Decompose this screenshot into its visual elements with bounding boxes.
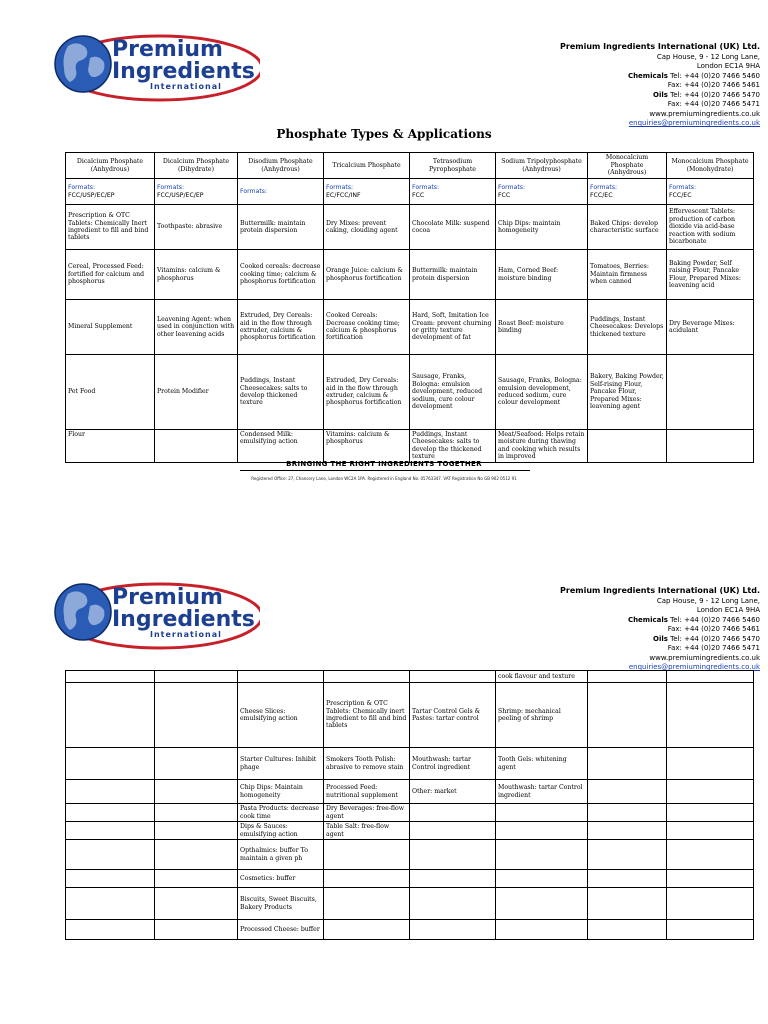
table-cell: Chocolate Milk: suspend cocoa [410, 205, 496, 250]
table-cell [324, 671, 410, 683]
logo-text-international: International [150, 82, 222, 91]
column-subtitle: (Anhydrous) [607, 169, 647, 177]
table-cell [496, 888, 588, 920]
formats-value: FCC/USP/EC/EP [157, 191, 204, 199]
formats-value: FCC [498, 191, 511, 199]
table-row [66, 870, 754, 888]
table-cell [324, 870, 410, 888]
table-cell [155, 920, 238, 940]
table-cell: Toothpaste: abrasive [155, 205, 238, 250]
table-cell: Flour [66, 430, 155, 463]
table-cell [66, 683, 155, 748]
table-cell [667, 822, 754, 840]
table-cell [588, 683, 667, 748]
table-cell [155, 671, 238, 683]
column-header [66, 153, 155, 179]
table-row [66, 250, 754, 300]
table-cell [155, 888, 238, 920]
table-cell [496, 804, 588, 822]
formats-row [66, 179, 754, 205]
email-link[interactable]: enquiries@premiumingredients.co.uk [628, 663, 760, 671]
table-cell: Pet Food [66, 355, 155, 430]
table-cell: Dry Beverage Mixes: acidulant [667, 300, 754, 355]
table-cell: Cereal, Processed Feed: fortified for calcium and phosphorus [66, 250, 155, 300]
column-subtitle: (Anhydrous) [90, 165, 130, 173]
table-cell [496, 822, 588, 840]
chemicals-fax: Fax: +44 (0)20 7466 5461 [667, 81, 760, 89]
table-cell [66, 822, 155, 840]
company-logo [50, 28, 260, 103]
slogan: BRINGING THE RIGHT INGREDIENTS TOGETHER [286, 460, 482, 468]
oils-tel: Oils Tel: +44 (0)20 7466 5470 [653, 634, 760, 643]
table-cell [324, 920, 410, 940]
table-cell [588, 840, 667, 870]
formats-cell [66, 179, 155, 205]
address-line-1: Cap House, 9 - 12 Long Lane, [656, 596, 760, 605]
registered-office-note: Registered Office: 27, Chancery Lane, London WC2A 1PA. Registered in England No. 05763347. VAT Registration No GB 902 0512 91 [251, 476, 517, 481]
table-cell [155, 840, 238, 870]
chemicals-fax: Fax: +44 (0)20 7466 5461 [667, 625, 760, 633]
table-cell: Vitamins: calcium & phosphorus [155, 250, 238, 300]
table-cell: Starter Cultures: Inhibit phage [238, 748, 324, 780]
globe-logo-icon [50, 576, 260, 651]
website-link[interactable]: www.premiumingredients.co.uk [649, 653, 760, 662]
chemicals-tel: Chemicals Tel: +44 (0)20 7466 5460 [627, 615, 760, 624]
table-cell [588, 780, 667, 804]
table-cell [66, 920, 155, 940]
table-cell [667, 671, 754, 683]
chemicals-label: Chemicals [627, 615, 668, 624]
column-subtitle: (Dihydrate) [177, 165, 214, 173]
table-cell [238, 671, 324, 683]
table-cell [588, 748, 667, 780]
table-cell [496, 920, 588, 940]
table-cell [66, 804, 155, 822]
column-subtitle: (Anhydrous) [261, 165, 300, 173]
table-cell: Puddings, Instant Cheesecakes: Develops thickened texture [588, 300, 667, 355]
column-header [155, 153, 238, 179]
table-cell [324, 888, 410, 920]
formats-value: EC/FCC/INF [326, 191, 361, 199]
table-row [66, 683, 754, 748]
logo-text-premium: Premium [112, 37, 223, 62]
table-row [66, 804, 754, 822]
table-cell: Other: market [410, 780, 496, 804]
table-cell: Buttermilk: maintain protein dispersion [238, 205, 324, 250]
table-cell [66, 840, 155, 870]
table-cell [588, 870, 667, 888]
table-cell [155, 780, 238, 804]
table-cell: Hard, Soft, Imitation Ice Cream: prevent churning or gritty texture development of fat [410, 300, 496, 355]
company-contact-block [500, 586, 760, 673]
document-page-2 [0, 560, 768, 1024]
table-cell [667, 780, 754, 804]
table-cell [155, 430, 238, 463]
table-row [66, 822, 754, 840]
column-name: Tetrasodium Pyrophosphate [429, 158, 476, 173]
table-cell: Extruded, Dry Cereals: aid in the flow through extruder, calcium & phosphorus fortification [324, 355, 410, 430]
table-cell [66, 888, 155, 920]
table-cell: Effervescent Tablets: production of carbon dioxide via acid-base reaction with sodium bicarbonate [667, 205, 754, 250]
table-cell [667, 920, 754, 940]
company-name: Premium Ingredients International (UK) Ltd. [560, 42, 760, 51]
logo-text-ingredients: Ingredients [112, 59, 255, 84]
table-cell [667, 748, 754, 780]
formats-cell [410, 179, 496, 205]
formats-cell [667, 179, 754, 205]
column-header [324, 153, 410, 179]
table-cell [410, 920, 496, 940]
table-cell: Processed Feed: nutritional supplement [324, 780, 410, 804]
table-cell: Ham, Corned Beef: moisture binding [496, 250, 588, 300]
logo-text-premium: Premium [112, 585, 223, 610]
formats-label: Formats: [590, 184, 618, 192]
company-name: Premium Ingredients International (UK) Ltd. [560, 586, 760, 595]
table-row [66, 430, 754, 463]
logo-text-international: International [150, 630, 222, 639]
formats-cell [324, 179, 410, 205]
table-cell [588, 822, 667, 840]
table-cell: Cheese Slices: emulsifying action [238, 683, 324, 748]
column-header [238, 153, 324, 179]
column-header [588, 153, 667, 179]
table-cell [410, 671, 496, 683]
table-cell: Opthalmics: buffer To maintain a given ph [238, 840, 324, 870]
table-cell: Chip Dips: Maintain homogeneity [238, 780, 324, 804]
table-cell: Buttermilk: maintain protein dispersion [410, 250, 496, 300]
formats-label: Formats: [412, 184, 440, 192]
table-cell: Processed Cheese: buffer [238, 920, 324, 940]
table-cell [155, 804, 238, 822]
table-cell: Table Salt: free-flow agent [324, 822, 410, 840]
table-cell [667, 430, 754, 463]
formats-label: Formats: [326, 184, 354, 192]
column-name: Disodium Phosphate [248, 158, 313, 166]
table-cell [155, 870, 238, 888]
table-cell: Mouthwash: tartar Control ingredient [410, 748, 496, 780]
table-cell [588, 888, 667, 920]
formats-cell [238, 179, 324, 205]
formats-label: Formats: [498, 184, 526, 192]
slogan-divider [240, 470, 530, 471]
formats-label: Formats: [669, 184, 697, 192]
header-row [66, 153, 754, 179]
logo-text-ingredients: Ingredients [112, 607, 255, 632]
table-cell: Prescription & OTC Tablets: Chemically Inert ingredient to fill and bind tablets [66, 205, 155, 250]
table-row [66, 888, 754, 920]
table-row [66, 355, 754, 430]
table-cell [588, 920, 667, 940]
table-cell: Vitamins: calcium & phosphorus [324, 430, 410, 463]
table-cell: Mineral Supplement [66, 300, 155, 355]
table-cell: Dry Beverages: free-flow agent [324, 804, 410, 822]
table-cell: Cooked Cereals: Decrease cooking time; calcium & phosphorus fortification [324, 300, 410, 355]
table-cell: Pasta Products: decrease cook time [238, 804, 324, 822]
formats-value: FCC/USP/EC/EP [68, 191, 115, 199]
column-name: Dicalcium Phosphate [162, 158, 230, 166]
company-contact-block [500, 42, 760, 129]
email-link[interactable]: enquiries@premiumingredients.co.uk [628, 119, 760, 127]
table-row [66, 840, 754, 870]
table-cell: Puddings, Instant Cheesecakes: salts to develop thickened texture [238, 355, 324, 430]
table-cell [155, 822, 238, 840]
column-header [496, 153, 588, 179]
table-cell [155, 683, 238, 748]
website-link[interactable]: www.premiumingredients.co.uk [649, 109, 760, 118]
table-cell [667, 804, 754, 822]
table-cell [66, 748, 155, 780]
formats-value: FCC/EC [590, 191, 613, 199]
chemicals-tel: Chemicals Tel: +44 (0)20 7466 5460 [627, 71, 760, 80]
oils-fax: Fax: +44 (0)20 7466 5471 [667, 644, 760, 652]
table-cell [66, 780, 155, 804]
phosphate-table-page-1 [65, 152, 754, 463]
formats-label: Formats: [157, 184, 185, 192]
formats-cell [588, 179, 667, 205]
table-cell: Protein Modifier [155, 355, 238, 430]
table-row [66, 748, 754, 780]
company-logo [50, 576, 260, 651]
table-cell: cook flavour and texture [496, 671, 588, 683]
table-cell [410, 888, 496, 920]
table-cell: Smokers Tooth Polish: abrasive to remove stain [324, 748, 410, 780]
column-subtitle: (Monohydrate) [686, 165, 734, 173]
table-cell: Cooked cereals: decrease cooking time; calcium & phosphorus fortification [238, 250, 324, 300]
table-cell: Tooth Gels: whitening agent [496, 748, 588, 780]
table-cell [410, 840, 496, 870]
address-line-2: London EC1A 9HA [696, 606, 760, 614]
table-cell [588, 430, 667, 463]
table-cell [667, 870, 754, 888]
column-name: Sodium Tripolyphosphate [501, 158, 582, 166]
address-line-1: Cap House, 9 - 12 Long Lane, [656, 52, 760, 61]
table-row [66, 780, 754, 804]
oils-label: Oils [653, 90, 668, 99]
table-cell: Bakery, Baking Powder, Self-rising Flour, Pancake Flour, Prepared Mixes: leavening agent [588, 355, 667, 430]
table-cell [66, 870, 155, 888]
table-cell: Mouthwash: tartar Control ingredient [496, 780, 588, 804]
table-cell: Meat/Seafood: Helps retain moisture during thawing and cooking which results in improved [496, 430, 588, 463]
table-cell [588, 671, 667, 683]
table-cell [155, 748, 238, 780]
table-cell: Tartar Control Gels & Pastes: tartar control [410, 683, 496, 748]
column-header [667, 153, 754, 179]
chemicals-label: Chemicals [627, 71, 668, 80]
column-name: Tricalcium Phosphate [332, 161, 401, 169]
table-cell [410, 870, 496, 888]
table-cell: Shrimp: mechanical peeling of shrimp [496, 683, 588, 748]
table-cell [66, 671, 155, 683]
phosphate-table-page-2 [65, 670, 754, 940]
column-name: Monocalcium Phosphate [671, 158, 749, 166]
table-cell: Dips & Sauces: emulsifying action [238, 822, 324, 840]
table-cell: Leavening Agent: when used in conjunction with other leavening acids [155, 300, 238, 355]
address-line-2: London EC1A 9HA [696, 62, 760, 70]
formats-label: Formats: [240, 187, 268, 195]
table-cell: Chip Dips: maintain homogeneity [496, 205, 588, 250]
column-name: Dicalcium Phosphate [76, 158, 144, 166]
table-cell [588, 804, 667, 822]
oils-fax: Fax: +44 (0)20 7466 5471 [667, 100, 760, 108]
table-cell: Cosmetics: buffer [238, 870, 324, 888]
table-cell [667, 683, 754, 748]
table-cell: Prescription & OTC Tablets: Chemically inert ingredient to fill and bind tablets [324, 683, 410, 748]
table-cell: Condensed Milk: emulsifying action [238, 430, 324, 463]
table-cell: Biscuits, Sweet Biscuits, Bakery Products [238, 888, 324, 920]
column-subtitle: (Anhydrous) [522, 165, 561, 173]
table-cell: Tomatoes, Berries: Maintain firmness when canned [588, 250, 667, 300]
globe-logo-icon [50, 28, 260, 103]
table-cell: Roast Beef: moisture binding [496, 300, 588, 355]
formats-cell [496, 179, 588, 205]
formats-value: FCC/EC [669, 191, 692, 199]
table-cell: Puddings, Instant Cheesecakes: salts to develop the thickened texture [410, 430, 496, 463]
table-cell: Sausage, Franks, Bologna: emulsion development, reduced sodium, cure colour development [410, 355, 496, 430]
table-cell [667, 888, 754, 920]
oils-tel: Oils Tel: +44 (0)20 7466 5470 [653, 90, 760, 99]
table-cell: Dry Mixes: prevent caking, clouding agent [324, 205, 410, 250]
table-row [66, 300, 754, 355]
table-cell [410, 804, 496, 822]
table-cell: Baking Powder, Self raising Flour, Pancake Flour, Prepared Mixes: leavening acid [667, 250, 754, 300]
table-cell [667, 840, 754, 870]
table-row [66, 920, 754, 940]
table-cell [496, 870, 588, 888]
table-row [66, 205, 754, 250]
table-cell [324, 840, 410, 870]
table-cell: Extruded, Dry Cereals: aid in the flow through extruder, calcium & phosphorus fortification [238, 300, 324, 355]
table-cell: Sausage, Franks, Bologna: emulsion development, reduced sodium, cure colour development [496, 355, 588, 430]
page-title: Phosphate Types & Applications [276, 127, 492, 141]
oils-label: Oils [653, 634, 668, 643]
column-name: Monocalcium Phosphate [605, 154, 649, 169]
table-cell: Orange Juice: calcium & phosphorus fortification [324, 250, 410, 300]
formats-value: FCC [412, 191, 425, 199]
formats-label: Formats: [68, 184, 96, 192]
table-cell: Baked Chips: develop characteristic surface [588, 205, 667, 250]
table-cell [410, 822, 496, 840]
table-cell [667, 355, 754, 430]
table-cell [496, 840, 588, 870]
table-row [66, 671, 754, 683]
formats-cell [155, 179, 238, 205]
column-header [410, 153, 496, 179]
